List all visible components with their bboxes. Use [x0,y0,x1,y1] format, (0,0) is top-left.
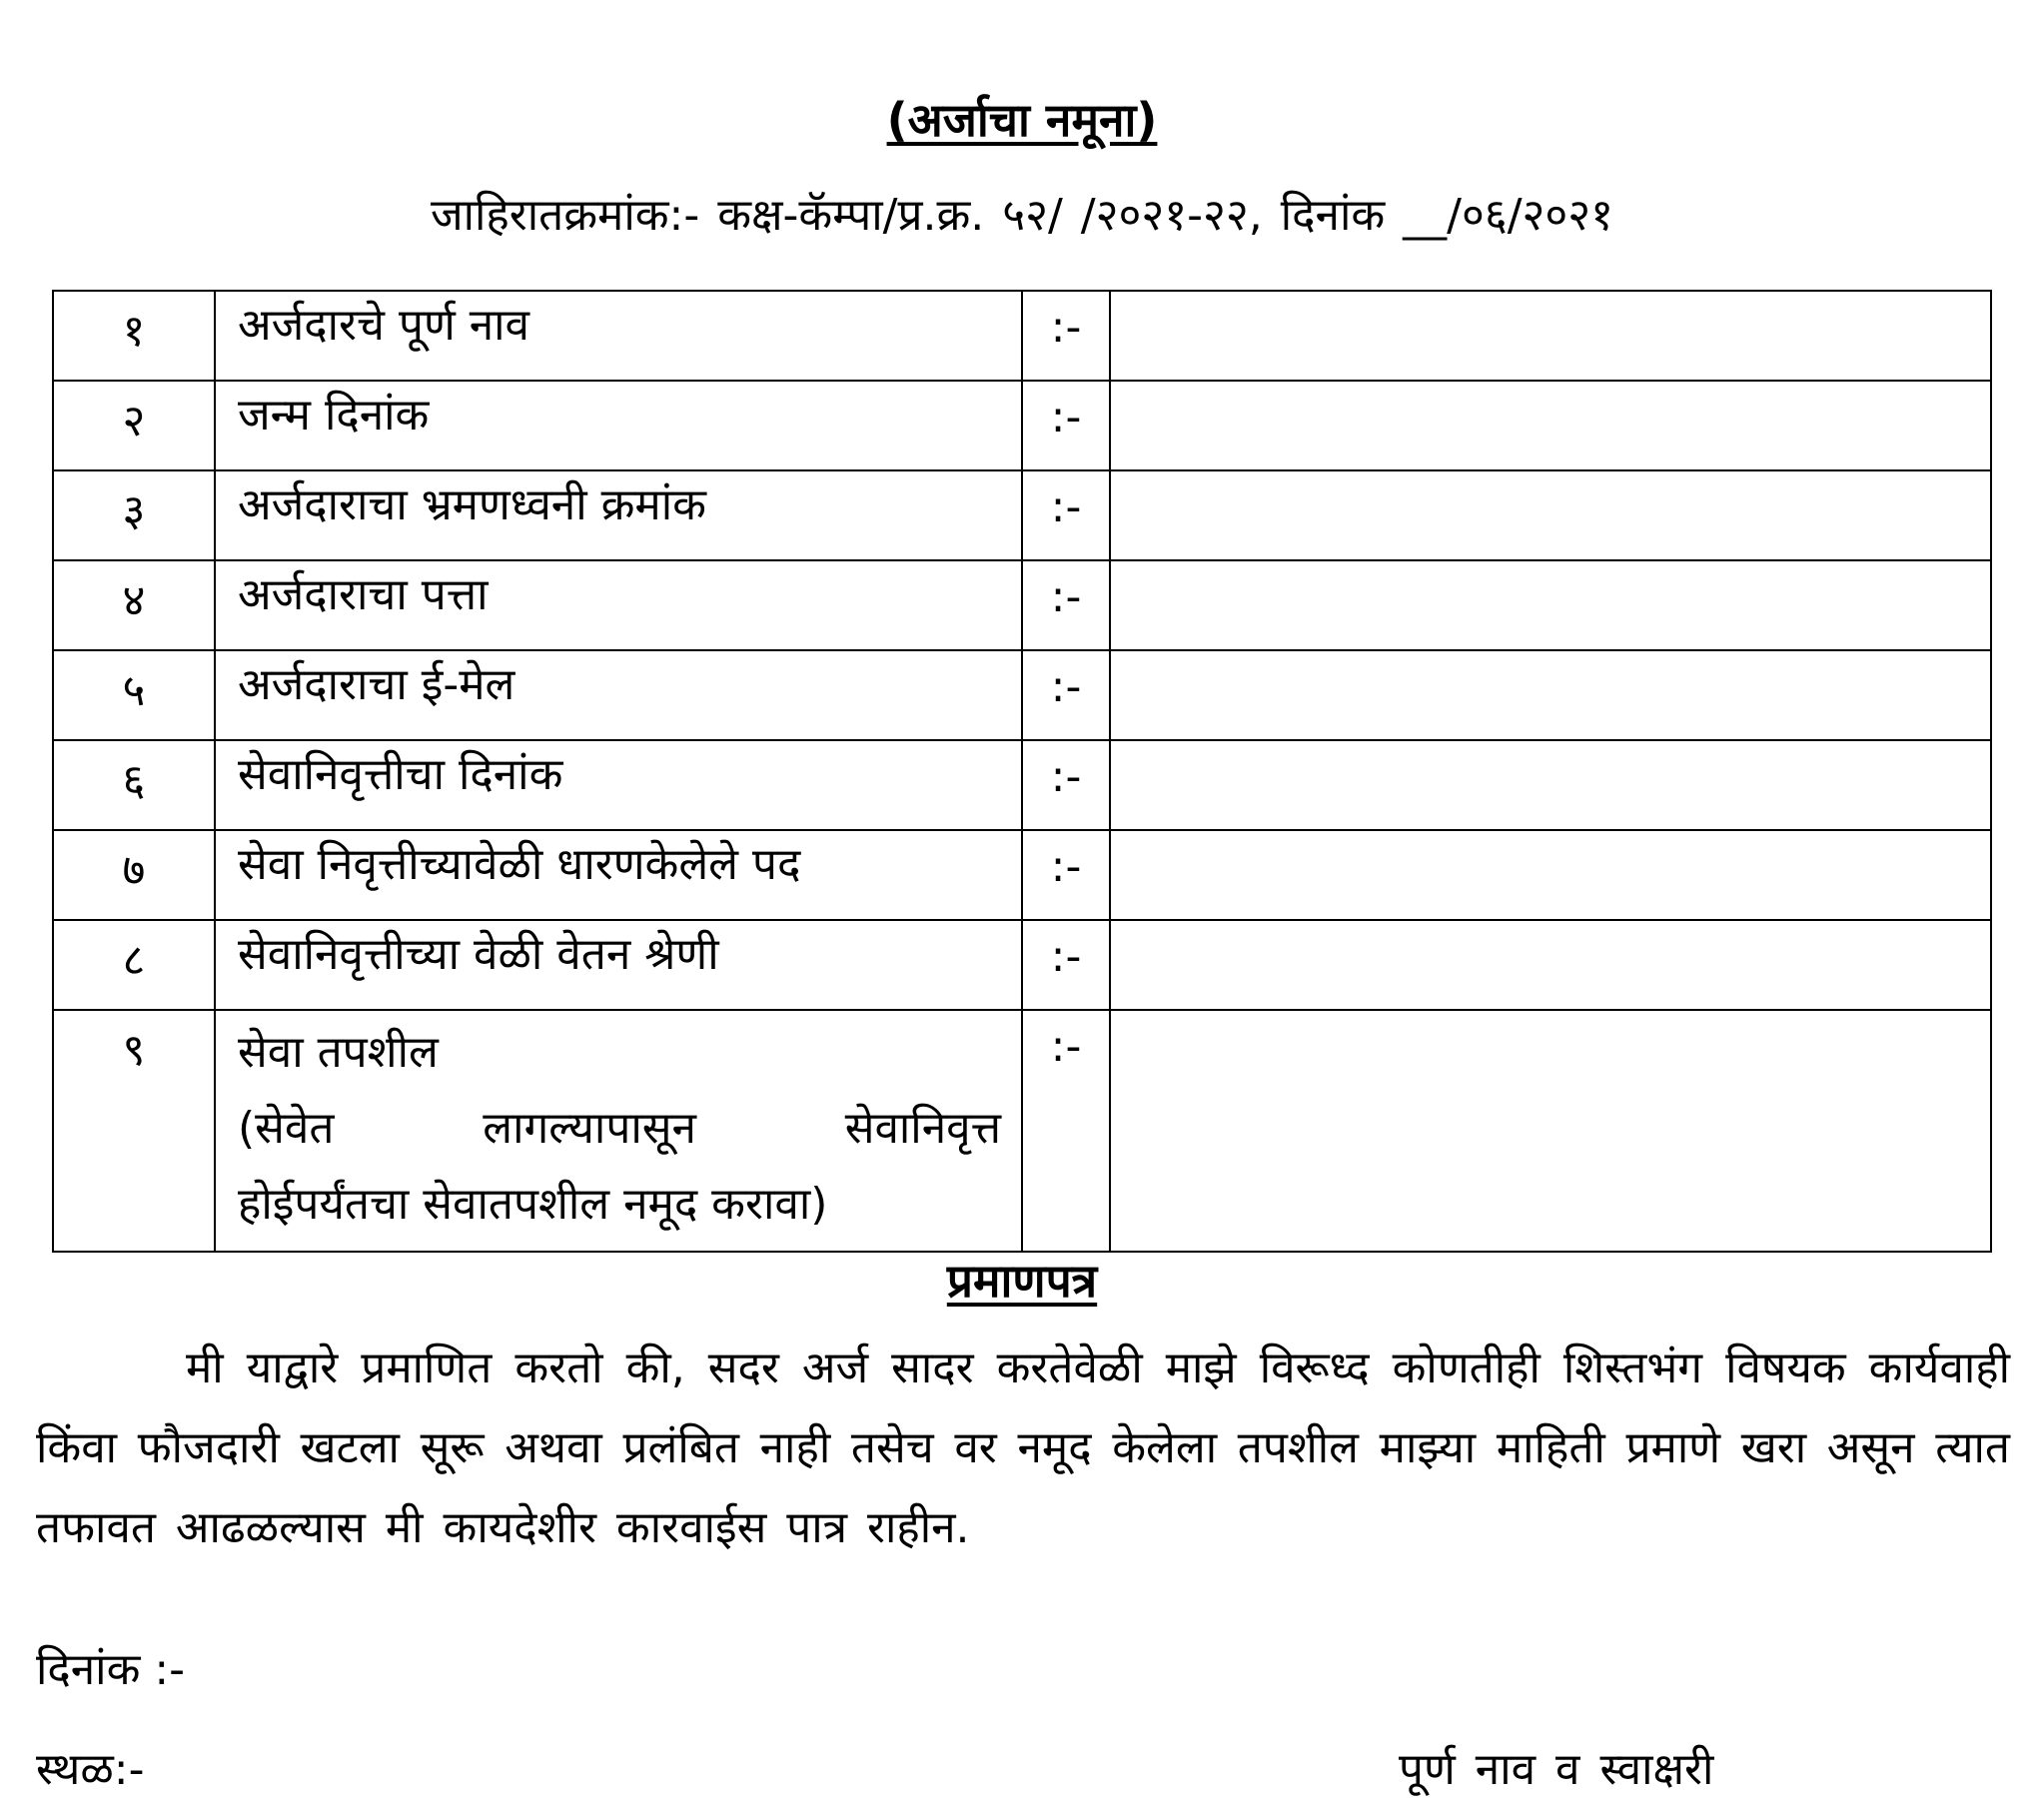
row-note-word: (सेवेत [238,1103,335,1154]
form-title-text: (अर्जाचा नमूना) [886,93,1158,147]
row-label: अर्जदाराचा भ्रमणध्वनी क्रमांक [215,470,1022,560]
row-number: ८ [53,920,215,1010]
date-label: दिनांक :- [36,1644,186,1695]
table-row [53,291,1991,381]
table-row [53,650,1991,740]
certificate-title [0,1249,2044,1313]
mobile-number-field[interactable] [1110,470,1991,560]
row-note-line-1 [238,1091,1021,1167]
row-separator: :- [1022,740,1110,830]
application-form-table [52,290,1992,1253]
row-separator: :- [1022,470,1110,560]
row-number: ९ [53,1010,215,1252]
row-label: सेवानिवृत्तीच्या वेळी वेतन श्रेणी [215,920,1022,1010]
row-separator: :- [1022,830,1110,920]
row-number: १ [53,291,215,381]
retirement-date-field[interactable] [1110,740,1991,830]
row-label: अर्जदाराचा पत्ता [215,560,1022,650]
birth-date-field[interactable] [1110,381,1991,470]
row-number: ४ [53,560,215,650]
table-row [53,830,1991,920]
address-field[interactable] [1110,560,1991,650]
row-label: जन्म दिनांक [215,381,1022,470]
row-number: ३ [53,470,215,560]
table-row [53,470,1991,560]
row-note-word: लागल्यापासून [483,1103,696,1154]
service-details-field[interactable] [1110,1010,1991,1252]
row-number: ५ [53,650,215,740]
row-number: ६ [53,740,215,830]
row-label: सेवा तपशील [238,1027,439,1078]
place-label: स्थळ:- [36,1744,145,1795]
row-number: ७ [53,830,215,920]
row-label: सेवानिवृत्तीचा दिनांक [215,740,1022,830]
table-row [53,920,1991,1010]
row-separator: :- [1022,560,1110,650]
table-row [53,560,1991,650]
row-separator: :- [1022,381,1110,470]
row-label-block [215,1010,1022,1252]
signature-label: पूर्ण नाव व स्वाक्षरी [1399,1744,1714,1795]
row-label: सेवा निवृत्तीच्यावेळी धारणकेलेले पद [215,830,1022,920]
certificate-body: मी याद्वारे प्रमाणित करतो की, सदर अर्ज सादर करतेवेळी माझे विरूध्द कोणतीही शिस्तभंग विषयक कार्यवाही किंवा फौजदारी खटला सूरू अथवा प्रलंबित नाही तसेच वर नमूद केलेला तपशील माझ्या माहिती प्रमाणे खरा असून त्यात तफावत आढळल्यास मी कायदेशीर कारवाईस पात्र राहीन. [36,1343,2010,1553]
advertisement-number-line: जाहिरातक्रमांक:- कक्ष-कॅम्पा/प्र.क्र. ५२/ /२०२१-२२, दिनांक __/०६/२०२१ [430,190,1614,241]
row-separator: :- [1022,291,1110,381]
row-separator: :- [1022,920,1110,1010]
table-row [53,1010,1991,1252]
table-row [53,740,1991,830]
pay-scale-field[interactable] [1110,920,1991,1010]
form-title [0,88,2044,152]
row-separator: :- [1022,650,1110,740]
row-label: अर्जदाराचा ई-मेल [215,650,1022,740]
row-note-word: सेवानिवृत्त [844,1103,1001,1154]
row-note-line-2: होईपर्यंतचा सेवातपशील नमूद करावा) [238,1179,828,1230]
certificate-title-text: प्रमाणपत्र [946,1254,1098,1308]
email-field[interactable] [1110,650,1991,740]
row-number: २ [53,381,215,470]
row-separator: :- [1022,1010,1110,1252]
row-label: अर्जदारचे पूर्ण नाव [215,291,1022,381]
post-held-field[interactable] [1110,830,1991,920]
full-name-field[interactable] [1110,291,1991,381]
table-row [53,381,1991,470]
